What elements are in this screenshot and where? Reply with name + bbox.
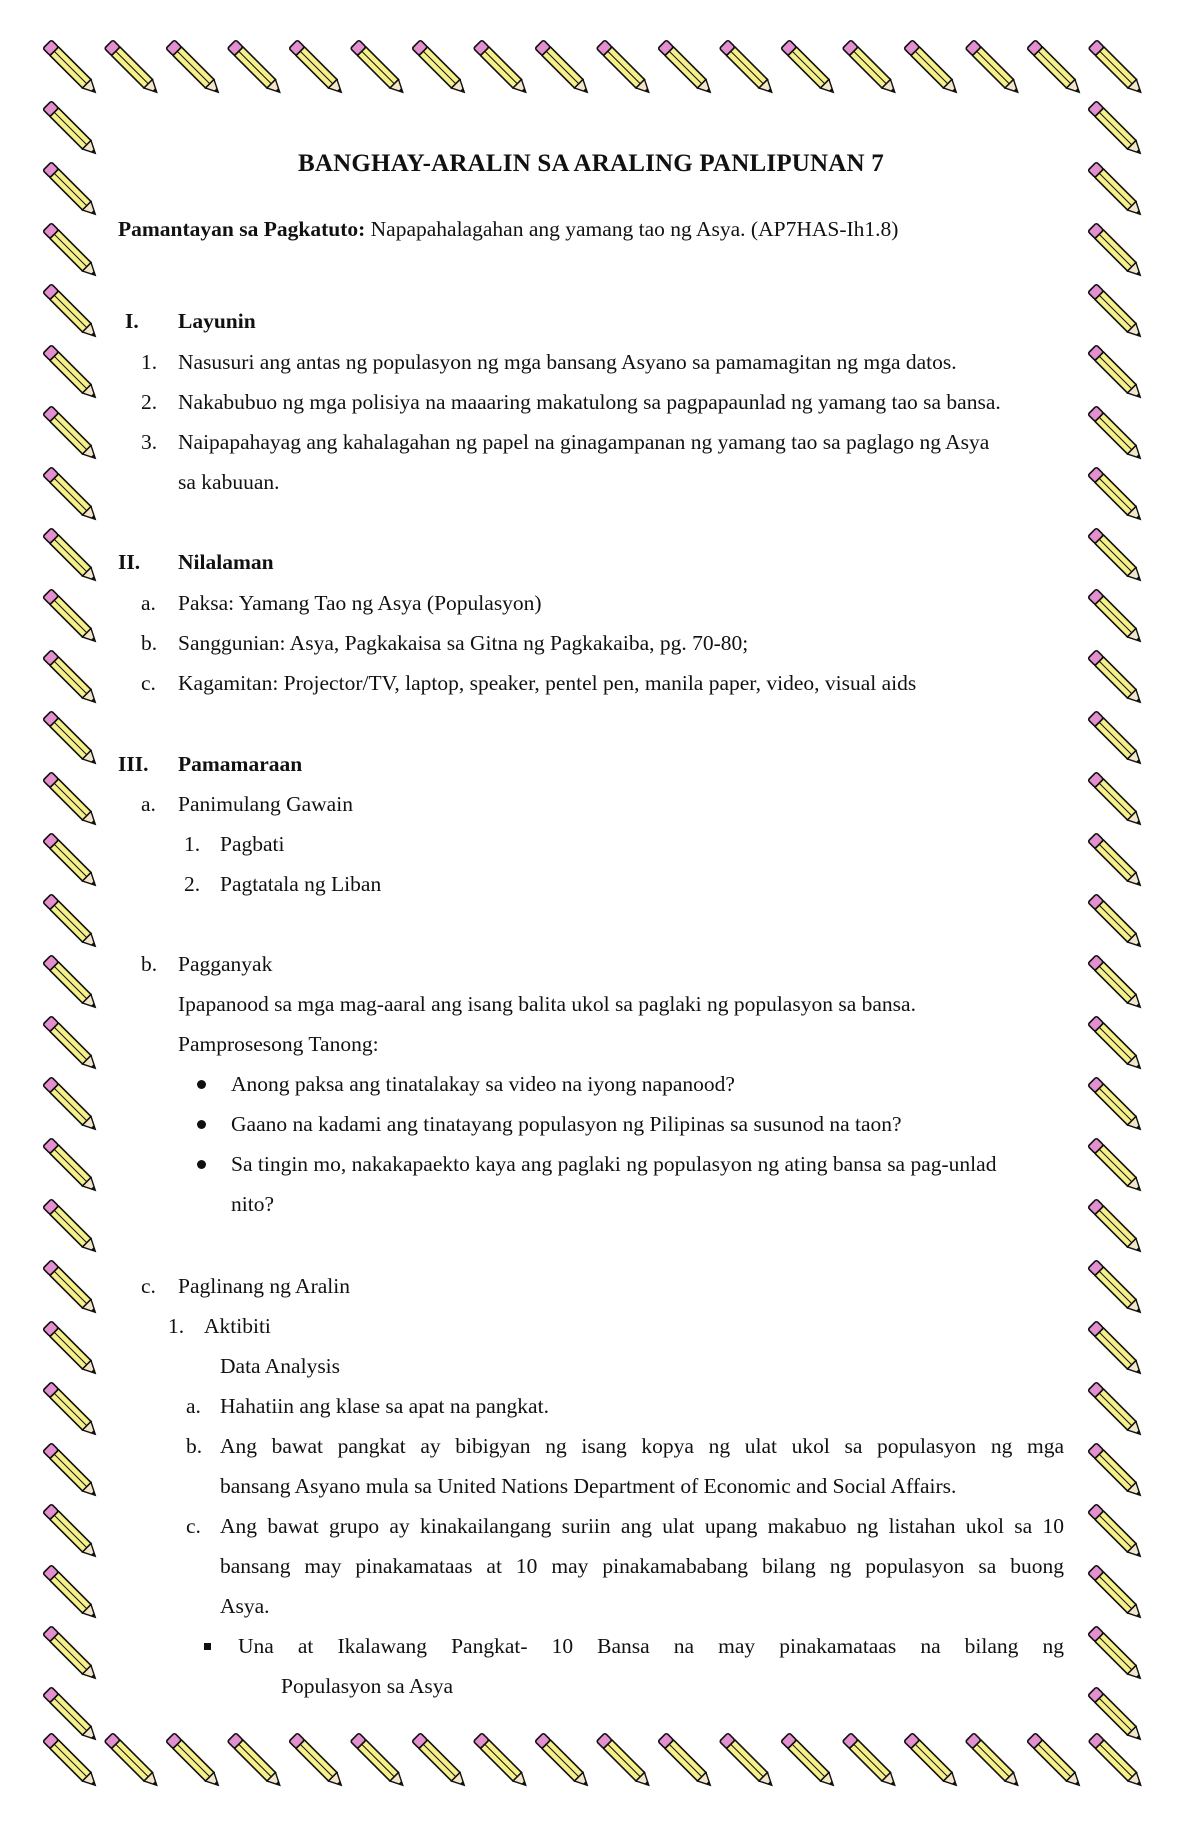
- pencil-icon: [1088, 162, 1145, 219]
- pencil-icon: [43, 894, 100, 951]
- pencil-icon: [1088, 528, 1145, 585]
- objective-3-text: Naipapahayag ang kahalagahan ng papel na ginagampanan ng yamang tao sa paglago ng Asya: [178, 430, 990, 454]
- pencil-icon: [166, 40, 223, 97]
- pencil-icon: [904, 1733, 961, 1790]
- standard-text: Napapahalagahan ang yamang tao ng Asya. (AP7HAS-Ih1.8): [370, 217, 899, 241]
- pencil-icon: [719, 1733, 776, 1790]
- pencil-icon: [43, 406, 100, 463]
- pencil-icon: [43, 1626, 100, 1683]
- pencil-icon: [1088, 101, 1145, 158]
- procedure-a-2-text: Pagtatala ng Liban: [220, 872, 382, 896]
- step-b-letter: b.: [186, 1434, 203, 1458]
- pencil-icon: [43, 1504, 100, 1561]
- pencil-icon: [535, 1733, 592, 1790]
- section-2-number: II.: [118, 550, 141, 574]
- pencil-icon: [43, 284, 100, 341]
- pencil-icon: [43, 101, 100, 158]
- pencil-icon: [473, 1733, 530, 1790]
- objective-3-text-cont: sa kabuuan.: [178, 470, 280, 494]
- pencil-icon: [842, 40, 899, 97]
- step-b-line-1: Ang bawat pangkat ay bibigyan ng isang kopya ng ulat ukol sa populasyon ng mga: [220, 1434, 1064, 1458]
- step-b-line-2: bansang Asyano mula sa United Nations Department of Economic and Social Affairs.: [220, 1474, 957, 1498]
- pencil-icon: [43, 772, 100, 829]
- step-c-letter: c.: [186, 1514, 201, 1538]
- step-c-line-1: Ang bawat grupo ay kinakailangang suriin ang ulat upang makabuo ng listahan ukol sa 10: [220, 1514, 1064, 1538]
- pencil-icon: [904, 40, 961, 97]
- pencil-icon: [43, 1565, 100, 1622]
- pencil-icon: [227, 1733, 284, 1790]
- pencil-icon: [1088, 894, 1145, 951]
- question-3-cont: nito?: [231, 1192, 274, 1216]
- group-note-line-1: Una at Ikalawang Pangkat- 10 Bansa na may pinakamataas na bilang ng: [238, 1634, 1064, 1658]
- pencil-icon: [350, 40, 407, 97]
- pencil-icon: [1088, 1504, 1145, 1561]
- section-1-heading: Layunin: [178, 309, 256, 333]
- pencil-icon: [43, 589, 100, 646]
- step-a-text: Hahatiin ang klase sa apat na pangkat.: [220, 1394, 549, 1418]
- content-a-letter: a.: [141, 591, 156, 615]
- pencil-icon: [965, 40, 1022, 97]
- pencil-icon: [719, 40, 776, 97]
- pencil-icon: [43, 1321, 100, 1378]
- question-1: Anong paksa ang tinatalakay sa video na iyong napanood?: [231, 1072, 735, 1096]
- pencil-icon: [596, 1733, 653, 1790]
- pencil-icon: [1088, 711, 1145, 768]
- pencil-icon: [43, 223, 100, 280]
- procedure-a-letter: a.: [141, 792, 156, 816]
- pencil-icon: [1088, 650, 1145, 707]
- objective-3-number: 3.: [141, 430, 158, 454]
- section-3-number: III.: [118, 752, 149, 776]
- step-a-letter: a.: [186, 1394, 201, 1418]
- pencil-icon: [289, 1733, 346, 1790]
- pencil-icon: [1088, 1443, 1145, 1500]
- procedure-a-1-number: 1.: [184, 832, 201, 856]
- learning-standard: [118, 215, 898, 243]
- pencil-icon: [781, 40, 838, 97]
- pencil-icon: [535, 40, 592, 97]
- pencil-icon: [596, 40, 653, 97]
- pencil-icon: [1088, 40, 1145, 97]
- procedure-c-text: Paglinang ng Aralin: [178, 1274, 350, 1298]
- pencil-icon: [43, 528, 100, 585]
- pencil-icon: [1088, 1321, 1145, 1378]
- pencil-icon: [1088, 1382, 1145, 1439]
- pencil-icon: [1088, 223, 1145, 280]
- pencil-icon: [43, 1733, 100, 1790]
- pencil-icon: [1088, 1260, 1145, 1317]
- pencil-icon: [1088, 467, 1145, 524]
- pencil-icon: [1088, 284, 1145, 341]
- objective-2-number: 2.: [141, 390, 158, 414]
- procedure-c-letter: c.: [141, 1274, 156, 1298]
- pencil-icon: [781, 1733, 838, 1790]
- procedure-b-description: Ipapanood sa mga mag-aaral ang isang balita ukol sa paglaki ng populasyon sa bansa.: [178, 992, 916, 1016]
- section-1-number: I.: [125, 309, 139, 333]
- pencil-icon: [43, 162, 100, 219]
- pencil-icon: [43, 1016, 100, 1073]
- pencil-icon: [1088, 1733, 1145, 1790]
- step-c-line-3: Asya.: [220, 1594, 270, 1618]
- pencil-icon: [1088, 1626, 1145, 1683]
- procedure-b-letter: b.: [141, 952, 158, 976]
- group-note-line-2: Populasyon sa Asya: [281, 1674, 453, 1698]
- pencil-icon: [43, 1138, 100, 1195]
- pencil-icon: [43, 1260, 100, 1317]
- activity-title: Data Analysis: [220, 1354, 341, 1378]
- pencil-icon: [43, 345, 100, 402]
- bullet-icon: [197, 1160, 206, 1169]
- pencil-icon: [658, 40, 715, 97]
- pencil-icon: [1088, 1687, 1145, 1744]
- bullet-icon: [197, 1080, 206, 1089]
- pencil-icon: [43, 40, 100, 97]
- pencil-icon: [1027, 40, 1084, 97]
- activity-number: 1.: [168, 1314, 185, 1338]
- pencil-icon: [43, 1199, 100, 1256]
- pencil-icon: [473, 40, 530, 97]
- procedure-b-subheading: Pamprosesong Tanong:: [178, 1032, 379, 1056]
- pencil-icon: [104, 40, 161, 97]
- question-2: Gaano na kadami ang tinatayang populasyon ng Pilipinas sa susunod na taon?: [231, 1112, 902, 1136]
- question-3: Sa tingin mo, nakakapaekto kaya ang paglaki ng populasyon ng ating bansa sa pag-unlad: [231, 1152, 997, 1176]
- objective-1-text: Nasusuri ang antas ng populasyon ng mga bansang Asyano sa pamamagitan ng mga datos.: [178, 350, 957, 374]
- pencil-icon: [227, 40, 284, 97]
- pencil-icon: [1088, 1077, 1145, 1134]
- pencil-icon: [1088, 955, 1145, 1012]
- pencil-icon: [1088, 589, 1145, 646]
- pencil-icon: [43, 711, 100, 768]
- content-c-text: Kagamitan: Projector/TV, laptop, speaker, pentel pen, manila paper, video, visual aids: [178, 671, 917, 695]
- standard-label: Pamantayan sa Pagkatuto:: [118, 217, 366, 241]
- pencil-icon: [1088, 1565, 1145, 1622]
- procedure-a-2-number: 2.: [184, 872, 201, 896]
- content-b-text: Sanggunian: Asya, Pagkakaisa sa Gitna ng Pagkakaiba, pg. 70-80;: [178, 631, 749, 655]
- procedure-a-1-text: Pagbati: [220, 832, 285, 856]
- pencil-icon: [1088, 1016, 1145, 1073]
- pencil-icon: [412, 1733, 469, 1790]
- pencil-icon: [43, 833, 100, 890]
- section-3-heading: Pamamaraan: [178, 752, 303, 776]
- pencil-icon: [1088, 1199, 1145, 1256]
- procedure-b-text: Pagganyak: [178, 952, 273, 976]
- pencil-icon: [1088, 406, 1145, 463]
- pencil-icon: [350, 1733, 407, 1790]
- page-title: BANGHAY-ARALIN SA ARALING PANLIPUNAN 7: [298, 150, 884, 177]
- pencil-icon: [43, 650, 100, 707]
- pencil-icon: [166, 1733, 223, 1790]
- step-c-line-2: bansang may pinakamataas at 10 may pinakamababang bilang ng populasyon sa buong: [220, 1554, 1064, 1578]
- content-c-letter: c.: [141, 671, 156, 695]
- pencil-icon: [412, 40, 469, 97]
- pencil-icon: [43, 1443, 100, 1500]
- pencil-icon: [43, 1077, 100, 1134]
- pencil-icon: [842, 1733, 899, 1790]
- pencil-icon: [965, 1733, 1022, 1790]
- procedure-a-text: Panimulang Gawain: [178, 792, 353, 816]
- bullet-icon: [197, 1120, 206, 1129]
- pencil-icon: [1088, 833, 1145, 890]
- pencil-icon: [1027, 1733, 1084, 1790]
- pencil-icon: [289, 40, 346, 97]
- pencil-icon: [658, 1733, 715, 1790]
- pencil-icon: [1088, 1138, 1145, 1195]
- section-2-heading: Nilalaman: [178, 550, 274, 574]
- pencil-icon: [104, 1733, 161, 1790]
- activity-label: Aktibiti: [204, 1314, 271, 1338]
- pencil-icon: [43, 955, 100, 1012]
- pencil-icon: [43, 1687, 100, 1744]
- square-bullet-icon: [204, 1643, 211, 1650]
- content-a-text: Paksa: Yamang Tao ng Asya (Populasyon): [178, 591, 542, 615]
- objective-2-text: Nakabubuo ng mga polisiya na maaaring makatulong sa pagpapaunlad ng yamang tao sa bansa.: [178, 390, 1001, 414]
- pencil-icon: [43, 1382, 100, 1439]
- content-b-letter: b.: [141, 631, 158, 655]
- pencil-icon: [43, 467, 100, 524]
- objective-1-number: 1.: [141, 350, 158, 374]
- pencil-icon: [1088, 772, 1145, 829]
- pencil-icon: [1088, 345, 1145, 402]
